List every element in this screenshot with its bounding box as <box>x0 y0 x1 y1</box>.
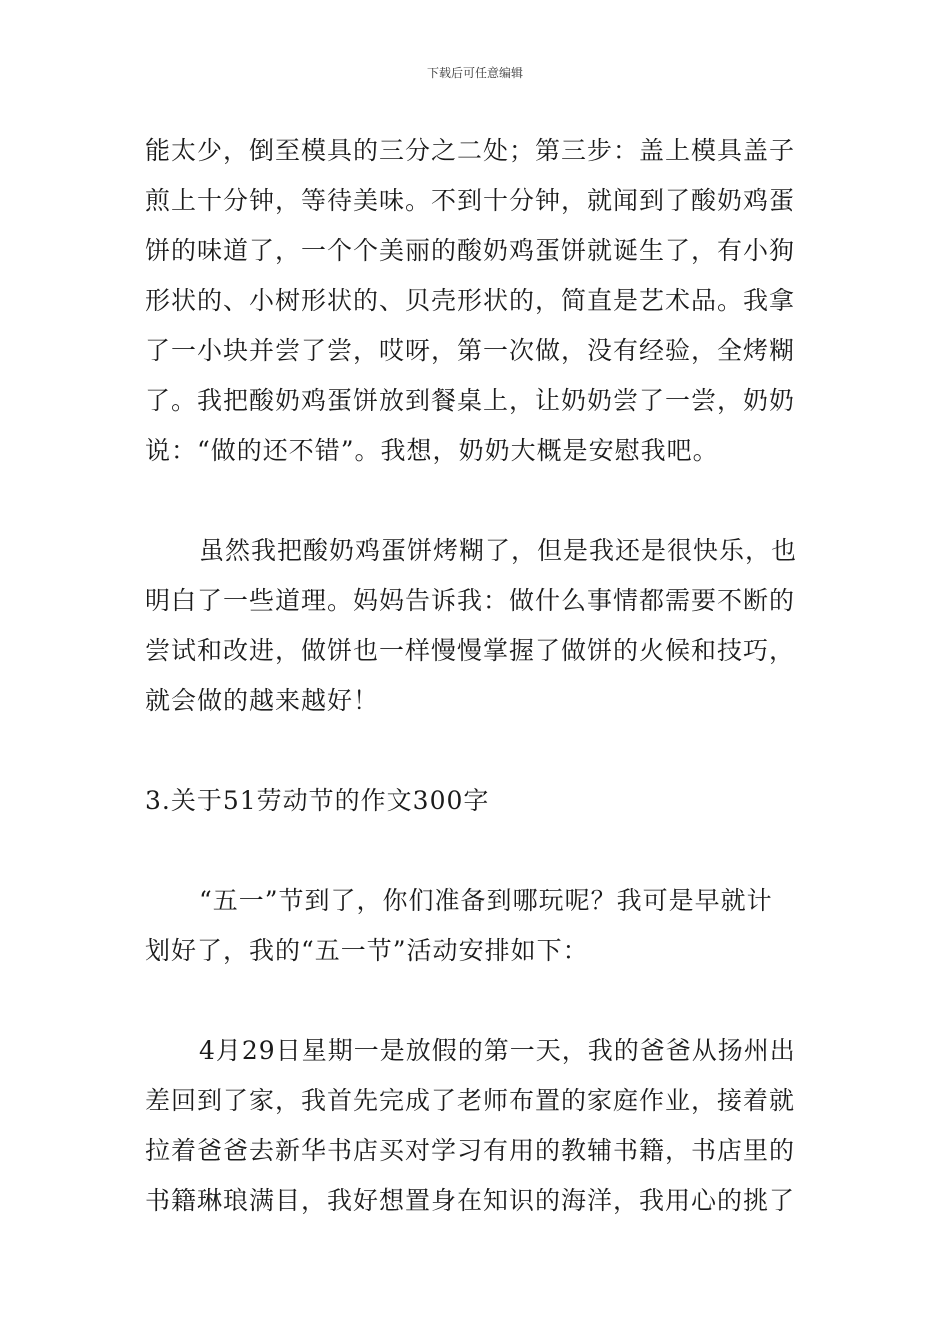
section-heading <box>145 776 810 826</box>
text-line: 形状的、小树形状的、贝壳形状的，简直是艺术品。我拿 <box>145 286 796 315</box>
text-line: 尝试和改进，做饼也一样慢慢掌握了做饼的火候和技巧， <box>145 636 796 665</box>
paragraph-spacer <box>145 826 810 876</box>
text-line: 明白了一些道理。妈妈告诉我：做什么事情都需要不断的 <box>145 586 796 615</box>
text-line: 4月29日星期一是放假的第一天，我的爸爸从扬州出 <box>199 1036 796 1065</box>
text-line: 拉着爸爸去新华书店买对学习有用的教辅书籍，书店里的 <box>145 1136 796 1165</box>
text-line: 了一小块并尝了尝，哎呀，第一次做，没有经验，全烤糊 <box>145 336 796 365</box>
paragraph-yogurt-pancake <box>145 126 810 476</box>
heading-text: 3.关于51劳动节的作文300字 <box>145 786 490 815</box>
paragraph-spacer <box>145 976 810 1026</box>
text-line: 了。我把酸奶鸡蛋饼放到餐桌上，让奶奶尝了一尝，奶奶 <box>145 386 796 415</box>
text-line: 就会做的越来越好！ <box>145 686 380 715</box>
page-header: 下载后可任意编辑 <box>426 66 523 80</box>
paragraph-april-29 <box>145 1026 810 1226</box>
text-line: 划好了，我的“五一节”活动安排如下： <box>145 936 589 965</box>
document-body <box>145 126 810 1226</box>
text-line: “五一”节到了，你们准备到哪玩呢？我可是早就计 <box>199 886 773 915</box>
text-line: 说：“做的还不错”。我想，奶奶大概是安慰我吧。 <box>145 436 719 465</box>
text-line: 差回到了家，我首先完成了老师布置的家庭作业，接着就 <box>145 1086 796 1115</box>
text-line: 饼的味道了，一个个美丽的酸奶鸡蛋饼就诞生了，有小狗 <box>145 236 796 265</box>
paragraph-may-day-intro <box>145 876 810 976</box>
paragraph-spacer <box>145 476 810 526</box>
text-line: 虽然我把酸奶鸡蛋饼烤糊了，但是我还是很快乐，也 <box>199 536 798 565</box>
text-line: 能太少，倒至模具的三分之二处；第三步：盖上模具盖子 <box>145 136 796 165</box>
paragraph-spacer <box>145 726 810 776</box>
text-line: 煎上十分钟，等待美味。不到十分钟，就闻到了酸奶鸡蛋 <box>145 186 796 215</box>
text-line: 书籍琳琅满目，我好想置身在知识的海洋，我用心的挑了 <box>145 1186 796 1215</box>
paragraph-lesson <box>145 526 810 726</box>
